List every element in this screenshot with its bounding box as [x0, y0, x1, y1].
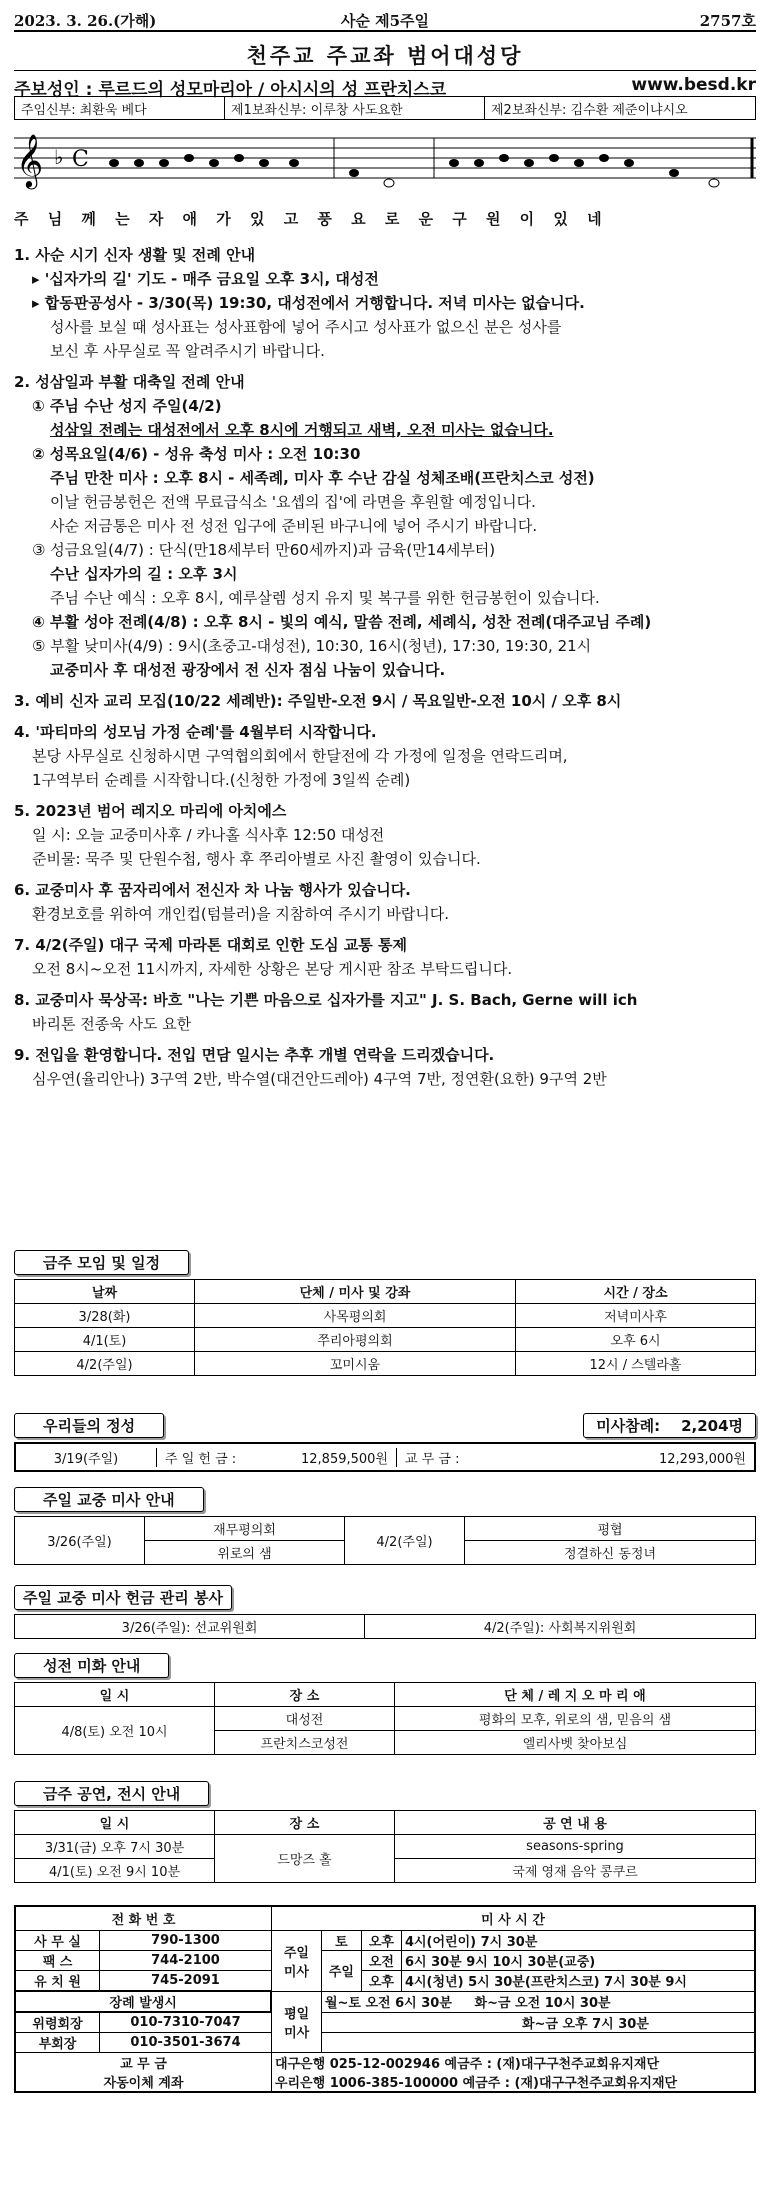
- svg-text:C: C: [72, 147, 89, 172]
- table-row: 4/1(토) 쭈리아평의회 오후 6시: [15, 1328, 756, 1352]
- table-row: 3/28(화) 사목평의회 저녁미사후: [15, 1304, 756, 1328]
- cleaning-table: 일 시 장 소 단 체 / 레 지 오 마 리 애 4/8(토) 오전 10시 대성전 평화의 모후, 위로의 샘, 믿음의 샘 프란치스코성전 엘리사벳 찾아보심: [14, 1682, 756, 1755]
- issue-date: 2023. 3. 26.(가해): [14, 12, 157, 30]
- notice-7: 7. 4/2(주일) 대구 국제 마라톤 대회로 인한 도심 교통 통제 오전 8시~오전 11시까지, 자세한 상황은 본당 게시판 참조 부탁드립니다.: [14, 936, 513, 978]
- svg-text:𝄞: 𝄞: [16, 133, 44, 187]
- mass-guide-section: [14, 1482, 756, 1565]
- offering-section: [14, 1408, 756, 1472]
- mass-attendance: 미사참례: 2,204명: [583, 1413, 756, 1438]
- notice-1: 1. 사순 시기 신자 생활 및 전례 안내 ▸ '십자가의 길' 기도 - 매주 금요일 오후 3시, 대성전 ▸ 합동판공성사 - 3/30(목) 19:30, 대성전에서 거행합니다. 저녁 미사는 없습니다. 성사를 보실 때 성사표는 성사표함에 넣어 주시고 성사표가 없으신 분은 성사를 보신 후 사무실로 꼭 알려주시기 바랍니다.: [14, 246, 585, 360]
- assistant-priest-2: 제2보좌신부: 김수환 제준이냐시오: [491, 103, 688, 118]
- hymn-lyrics: 주 님 께 는 자 애 가 있 고 풍 요 로 운 구 원 이 있 네: [14, 210, 609, 228]
- website-link[interactable]: www.besd.kr: [631, 75, 756, 95]
- mass-guide-title: 주일 교중 미사 안내: [14, 1487, 204, 1512]
- patron-saints: 주보성인 : 루르드의 성모마리아 / 아시시의 성 프란치스코: [14, 80, 447, 100]
- notice-5: 5. 2023년 범어 레지오 마리에 아치에스 일 시: 오늘 교중미사후 / 카나홀 식사후 12:50 대성전 준비물: 묵주 및 단원수첩, 행사 후 쭈리아별로 사진 촬영이 있습니다.: [14, 802, 481, 868]
- collection-section: 주일 교중 미사 헌금 관리 봉사 3/26(주일): 선교위원회 4/2(주일): 사회복지위원회: [14, 1580, 756, 1639]
- table-row: 4/2(주일) 꼬미시움 12시 / 스텔라홀: [15, 1352, 756, 1376]
- collection-title: 주일 교중 미사 헌금 관리 봉사: [14, 1585, 232, 1610]
- notice-9: 9. 전입을 환영합니다. 전입 면담 일시는 추후 개별 연락을 드리겠습니다. 심우연(율리안나) 3구역 2반, 박수열(대건안드레아) 4구역 7반, 정연환(요한) 9구역 2반: [14, 1046, 607, 1088]
- notices: [14, 236, 756, 1091]
- info-section: 전 화 번 호 미 사 시 간 사 무 실 790-1300 주일 미사 토 오후 4시(어린이) 7시 30분 팩 스 744-2100 주일 오전 6시 30분 9시 10시 30분(교중) 유 치 원 745-2091 오후 4시(청년) 5시 30분(프란치스코) 7시 30분 9시 장례 발생시 평일 미사 월~토 오전 6시 30분 화~금 오전 10시 30분 위령회장 010-7310-7047 화~금 오후 7시 30분 부회장 010-3501-3674 교 무 금 자동이체 계좌 대구은행 025-12-002946 예금주 : (재)대구구천주교회유지재단 우리은행 1006-385-100000 예금주 : (재)대구구천주교회유지재단: [14, 1905, 756, 2093]
- schedule-table: 날짜 단체 / 미사 및 강좌 시간 / 장소 3/28(화) 사목평의회 저녁미사후 4/1(토) 쭈리아평의회 오후 6시 4/2(주일) 꼬미시움 12시 / 스텔라홀: [14, 1279, 756, 1376]
- notice-3: 3. 예비 신자 교리 모집(10/22 세례반): 주일반-오전 9시 / 목요일반-오전 10시 / 오후 8시: [14, 692, 622, 710]
- cleaning-title: 성전 미화 안내: [14, 1653, 169, 1678]
- concert-section: [14, 1776, 756, 1883]
- notice-6: 6. 교중미사 후 꿈자리에서 전신자 차 나눔 행사가 있습니다. 환경보호를 위하여 개인컵(텀블러)을 지참하여 주시기 바랍니다.: [14, 881, 450, 923]
- pastor: 주임신부: 최환욱 베다: [15, 97, 225, 119]
- bank-account-1: 대구은행 025-12-002946 예금주 : (재)대구구천주교회유지재단: [274, 2057, 660, 2072]
- music-notation-icon: [14, 128, 756, 208]
- notice-8: 8. 교중미사 묵상곡: 바흐 "나는 기쁜 마음으로 십자가를 지고" J. S. Bach, Gerne will ich 바리톤 전종욱 사도 요한: [14, 991, 638, 1033]
- concert-table: 일 시 장 소 공 연 내 용 3/31(금) 오후 7시 30분 드망즈 홀 seasons-spring 4/1(토) 오전 9시 10분 국제 영재 음악 콩쿠르: [14, 1810, 756, 1883]
- schedule-title: 금주 모임 및 일정: [14, 1250, 189, 1275]
- church-title: 천주교 주교좌 범어대성당: [246, 44, 524, 68]
- assistant-priest-1: 제1보좌신부: 이루창 사도요한: [225, 97, 485, 119]
- mass-guide-table: 3/26(주일) 재무평의회 4/2(주일) 평협 위로의 샘 정결하신 동정녀: [14, 1516, 756, 1565]
- offering-box: 3/19(주일) 주 일 헌 금 : 12,859,500원 교 무 금 : 12,293,000원: [14, 1442, 756, 1472]
- notice-4: 4. '파티마의 성모님 가정 순례'를 4월부터 시작합니다. 본당 사무실로 신청하시면 구역협의회에서 한달전에 각 가정에 일정을 연락드리며, 1구역부터 순례를 시작합니다.(신청한 가정에 3일씩 순례): [14, 723, 568, 789]
- concert-title: 금주 공연, 전시 안내: [14, 1781, 209, 1806]
- offering-title: 우리들의 정성: [14, 1413, 164, 1438]
- notice-2: 2. 성삼일과 부활 대축일 전례 안내 ① 주님 수난 성지 주일(4/2) 성삼일 전례는 대성전에서 오후 8시에 거행되고 새벽, 오전 미사는 없습니다. ② 성목요일(4/6) - 성유 축성 미사 : 오전 10:30 주님 만찬 미사 : 오후 8시 - 세족례, 미사 후 수난 감실 성체조배(프란치스코 성전) 이날 헌금봉헌은 전액 무료급식소 '요셉의 집'에 라면을 후원할 예정입니다. 사순 저금통은 미사 전 성전 입구에 준비된 바구니에 넣어 주시기 바랍니다. ③ 성금요일(4/7) : 단식(만18세부터 만60세까지)과 금육(만14세부터) 수난 십자가의 길 : 오후 3시 주님 수난 예식 : 오후 8시, 예루살렘 성지 유지 및 복구를 위한 헌금봉헌이 있습니다. ④ 부활 성야 전례(4/8) : 오후 8시 - 빛의 예식, 말씀 전례, 세례식, 성찬 전례(대주교님 주례) ⑤ 부활 낮미사(4/9) : 9시(초중고-대성전), 10:30, 16시(청년), 17:30, 19:30, 21시 교중미사 후 대성전 광장에서 전 신자 점심 나눔이 있습니다.: [14, 373, 652, 679]
- schedule-section: [14, 1245, 756, 1376]
- liturgical-sunday: 사순 제5주일: [340, 12, 430, 30]
- issue-number: 2757호: [699, 12, 756, 30]
- bulletin-header: [14, 10, 756, 32]
- cleaning-section: [14, 1648, 756, 1755]
- bank-account-2: 우리은행 1006-385-100000 예금주 : (재)대구구천주교회유지재단: [274, 2076, 678, 2091]
- priests-row: [14, 96, 756, 120]
- svg-text:♭: ♭: [54, 145, 64, 169]
